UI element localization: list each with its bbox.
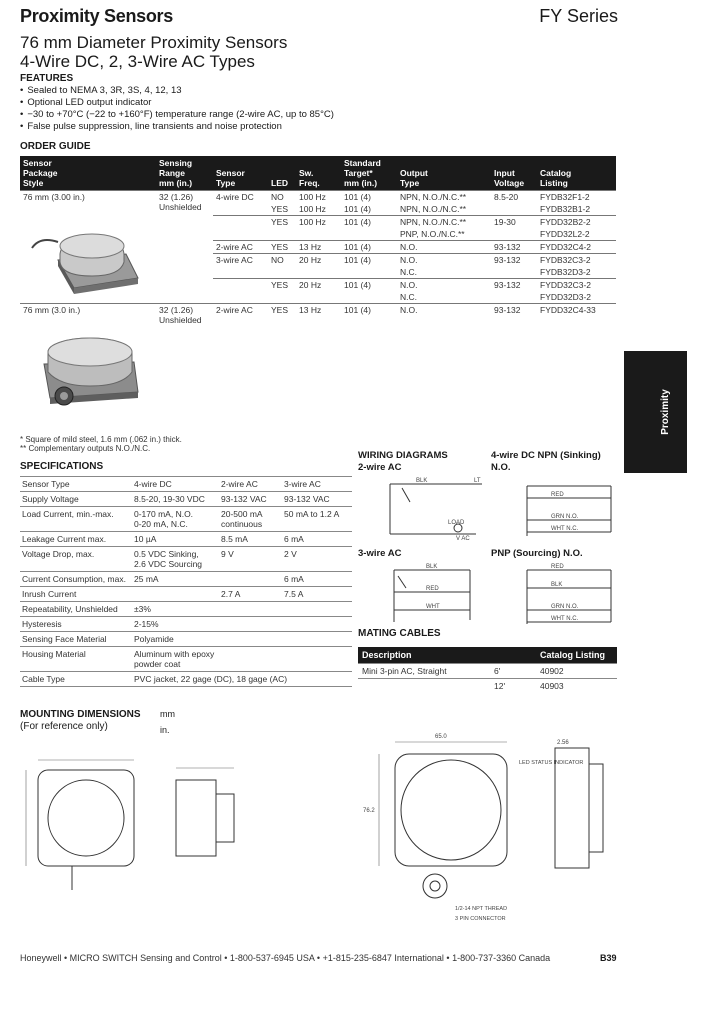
spec-value xyxy=(219,617,282,632)
col-header-freq: Sw. Freq. xyxy=(296,156,341,191)
col-header-voltage: Input Voltage xyxy=(491,156,537,191)
spec-value: 2-15% xyxy=(132,617,219,632)
col-header-led: LED xyxy=(268,156,296,191)
spec-value xyxy=(282,602,352,617)
col-header-range: Sensing Range mm (in.) xyxy=(156,156,213,191)
spec-value: Aluminum with epoxy powder coat xyxy=(132,647,352,672)
spec-value: 93-132 VAC xyxy=(282,492,352,507)
spec-value: 6 mA xyxy=(282,532,352,547)
range-cell: 32 (1.26) Unshielded xyxy=(156,304,213,417)
table-row: YES 20 Hz 101 (4) N.O. 93-132 FYDD32C3-2 xyxy=(20,279,616,292)
feature-item: • Optional LED output indicator xyxy=(20,97,334,109)
mounting-subheading: (For reference only) xyxy=(20,721,108,732)
wire-label-grn-no: GRN N.O. xyxy=(551,604,579,610)
spec-value: 8.5-20, 19-30 VDC xyxy=(132,492,219,507)
spec-value: 50 mA to 1.2 A xyxy=(282,507,352,532)
wiring-heading: WIRING DIAGRAMS xyxy=(358,450,448,461)
product-image-connector-sensor xyxy=(30,326,142,408)
col-header-type: Sensor Type xyxy=(213,156,268,191)
feature-item: • Sealed to NEMA 3, 3R, 3S, 4, 12, 13 xyxy=(20,85,334,97)
spec-row xyxy=(20,602,352,617)
mounting-drawing-right xyxy=(355,724,623,924)
col-header-catalog-listing: Catalog Listing xyxy=(536,647,617,664)
spec-value: 0.5 VDC Sinking, 2.6 VDC Sourcing xyxy=(132,547,219,572)
spec-value xyxy=(282,632,352,647)
note-line: ** Complementary outputs N.O./N.C. xyxy=(20,444,151,453)
spec-label: Leakage Current max. xyxy=(20,532,132,547)
spec-label: Current Consumption, max. xyxy=(20,572,132,587)
table-row: 3-wire AC NO 20 Hz 101 (4) N.O. 93-132 FYDB32C3-2 xyxy=(20,254,616,267)
spec-row xyxy=(20,647,352,672)
spec-row xyxy=(20,547,352,572)
spec-value: 10 µA xyxy=(132,532,219,547)
spec-value: Polyamide xyxy=(132,632,219,647)
product-image-cable-sensor xyxy=(30,218,142,300)
spec-row xyxy=(20,632,352,647)
table-row: PNP, N.O./N.C.** FYDD32L2-2 xyxy=(400,229,590,239)
callout-thread: 1/2-14 NPT THREAD xyxy=(455,906,508,912)
col-header-listing: Catalog Listing xyxy=(537,156,616,191)
spec-label: Sensor Type xyxy=(20,477,132,492)
section-tab xyxy=(624,351,687,473)
table-row: 76 mm (3.0 in.) 32 (1.26) Unshielded 2-wire AC YES 13 Hz 101 (4) N.O. 93-132 FYDD32C4-33 xyxy=(20,304,616,417)
table-row: YES 100 Hz 101 (4) NPN, N.O./N.C.** 19-30 FYDD32B2-2 xyxy=(20,216,616,229)
callout-led-indicator: LED STATUS INDICATOR xyxy=(519,760,584,766)
spec-row xyxy=(20,532,352,547)
spec-row xyxy=(20,507,352,532)
wire-label-blk: BLK xyxy=(551,582,563,588)
wire-label-blk: BLK xyxy=(416,478,428,484)
wire-label-lt: LT xyxy=(474,478,481,484)
specifications-table xyxy=(20,476,352,687)
order-notes xyxy=(20,435,182,453)
mounting-drawing-left xyxy=(20,740,250,900)
table-row: N.C. FYDB32D3-2 xyxy=(400,267,591,277)
wire-label-wht: WHT xyxy=(426,604,440,610)
spec-value xyxy=(219,602,282,617)
spec-value: 2-wire AC xyxy=(219,477,282,492)
unit-in: in. xyxy=(160,725,170,735)
col-header-target: Standard Target* mm (in.) xyxy=(341,156,397,191)
wire-label-red: RED xyxy=(551,564,564,570)
table-row: 12' 40903 xyxy=(358,679,617,694)
footer-contact: Honeywell • MICRO SWITCH Sensing and Control • 1-800-537-6945 USA • +1-815-235-6847 International • 1-800-737-3360 Canada xyxy=(20,953,551,963)
mounting-heading: MOUNTING DIMENSIONS xyxy=(20,709,141,720)
series-label: FY Series xyxy=(539,6,618,26)
subtitle-line-2: 4-Wire DC, 2, 3-Wire AC Types xyxy=(20,52,255,71)
mating-cables-table xyxy=(358,647,617,693)
table-row: N.C. FYDD32D3-2 xyxy=(400,292,592,302)
features-list xyxy=(20,85,334,133)
spec-label: Voltage Drop, max. xyxy=(20,547,132,572)
spec-value: 6 mA xyxy=(282,572,352,587)
wire-label-red: RED xyxy=(551,492,564,498)
spec-label: Cable Type xyxy=(20,672,132,687)
specifications-heading: SPECIFICATIONS xyxy=(20,461,104,472)
features-heading: FEATURES xyxy=(20,73,74,84)
table-row: YES 100 Hz 101 (4) NPN, N.O./N.C.** FYDB32B1-2 xyxy=(271,204,591,214)
spec-row xyxy=(20,572,352,587)
wiring-pnp-title: PNP (Sourcing) N.O. xyxy=(491,548,583,559)
spec-row xyxy=(20,492,352,507)
page-title: Proximity Sensors xyxy=(20,6,173,26)
spec-value: 2.7 A xyxy=(219,587,282,602)
spec-label: Supply Voltage xyxy=(20,492,132,507)
spec-value: 9 V xyxy=(219,547,282,572)
wiring-2wire-title: 2-wire AC xyxy=(358,462,402,473)
spec-value: 93-132 VAC xyxy=(219,492,282,507)
feature-item: • False pulse suppression, line transients and noise protection xyxy=(20,121,334,133)
spec-value xyxy=(282,617,352,632)
spec-value: 20-500 mA continuous xyxy=(219,507,282,532)
table-row: 2-wire AC YES 13 Hz 101 (4) N.O. 93-132 FYDD32C4-2 xyxy=(20,241,616,254)
wire-label-wht-nc: WHT N.C. xyxy=(551,526,579,532)
spec-value: 7.5 A xyxy=(282,587,352,602)
spec-value: 4-wire DC xyxy=(132,477,219,492)
dimension-label: 65.0 xyxy=(435,734,447,740)
spec-value xyxy=(219,632,282,647)
wiring-diagram-npn xyxy=(491,476,619,544)
spec-row xyxy=(20,617,352,632)
mating-cables-heading: MATING CABLES xyxy=(358,628,441,639)
wiring-diagram-3wire xyxy=(358,560,488,630)
callout-connector: 3 PIN CONNECTOR xyxy=(455,916,506,922)
wire-label-blk: BLK xyxy=(426,564,438,570)
wire-label-red: RED xyxy=(426,586,439,592)
wire-label-wht-nc: WHT N.C. xyxy=(551,616,579,622)
col-header-description: Description xyxy=(358,647,490,664)
spec-value: 3-wire AC xyxy=(282,477,352,492)
wire-label-load: LOAD xyxy=(448,520,465,526)
col-header-output: Output Type xyxy=(397,156,491,191)
table-row: 76 mm (3.00 in.) 32 (1.26) Unshielded 4-wire DC NO 100 Hz 101 (4) NPN, N.O./N.C.** 8.5-20 FYDB32F1-2 xyxy=(20,191,616,204)
spec-value: 0-170 mA, N.O. 0-20 mA, N.C. xyxy=(132,507,219,532)
subtitle-line-1: 76 mm Diameter Proximity Sensors xyxy=(20,33,288,52)
spec-label: Hysteresis xyxy=(20,617,132,632)
spec-row xyxy=(20,587,352,602)
feature-item: • −30 to +70°C (−22 to +160°F) temperature range (2-wire AC, up to 85°C) xyxy=(20,109,334,121)
section-tab-label: Proximity xyxy=(660,389,671,435)
spec-value: 8.5 mA xyxy=(219,532,282,547)
spec-label: Repeatability, Unshielded xyxy=(20,602,132,617)
spec-value: ±3% xyxy=(132,602,219,617)
style-cell: 76 mm (3.0 in.) xyxy=(20,304,156,417)
spec-value xyxy=(132,587,219,602)
note-line: * Square of mild steel, 1.6 mm (.062 in.) thick. xyxy=(20,435,182,444)
spec-value: PVC jacket, 22 gage (DC), 18 gage (AC) xyxy=(132,672,352,687)
dimension-label: 76.2 xyxy=(363,808,375,814)
wire-label-ac: V AC xyxy=(456,536,470,542)
spec-row xyxy=(20,672,352,687)
unit-mm: mm xyxy=(160,709,175,719)
wire-label-grn-no: GRN N.O. xyxy=(551,514,579,520)
page-number: B39 xyxy=(600,953,617,963)
table-row: Mini 3-pin AC, Straight 6' 40902 xyxy=(358,664,617,679)
spec-row xyxy=(20,477,352,492)
spec-label: Inrush Current xyxy=(20,587,132,602)
wiring-3wire-title: 3-wire AC xyxy=(358,548,402,559)
wiring-npn-title: 4-wire DC NPN (Sinking) N.O. xyxy=(491,450,601,473)
order-guide-heading: ORDER GUIDE xyxy=(20,141,91,152)
spec-value xyxy=(219,572,282,587)
dimension-label: 2.56 xyxy=(557,740,569,746)
wiring-diagram-pnp xyxy=(491,560,619,630)
spec-label: Housing Material xyxy=(20,647,132,672)
spec-label: Load Current, min.-max. xyxy=(20,507,132,532)
spec-value: 25 mA xyxy=(132,572,219,587)
range-cell: 32 (1.26) Unshielded xyxy=(156,191,213,304)
spec-value: 2 V xyxy=(282,547,352,572)
order-guide-header-row xyxy=(20,156,616,191)
spec-label: Sensing Face Material xyxy=(20,632,132,647)
style-cell: 76 mm (3.00 in.) xyxy=(20,191,156,304)
wiring-diagram-2wire xyxy=(358,474,488,542)
col-header-style: Sensor Package Style xyxy=(20,156,156,191)
mating-header-row xyxy=(358,647,617,664)
